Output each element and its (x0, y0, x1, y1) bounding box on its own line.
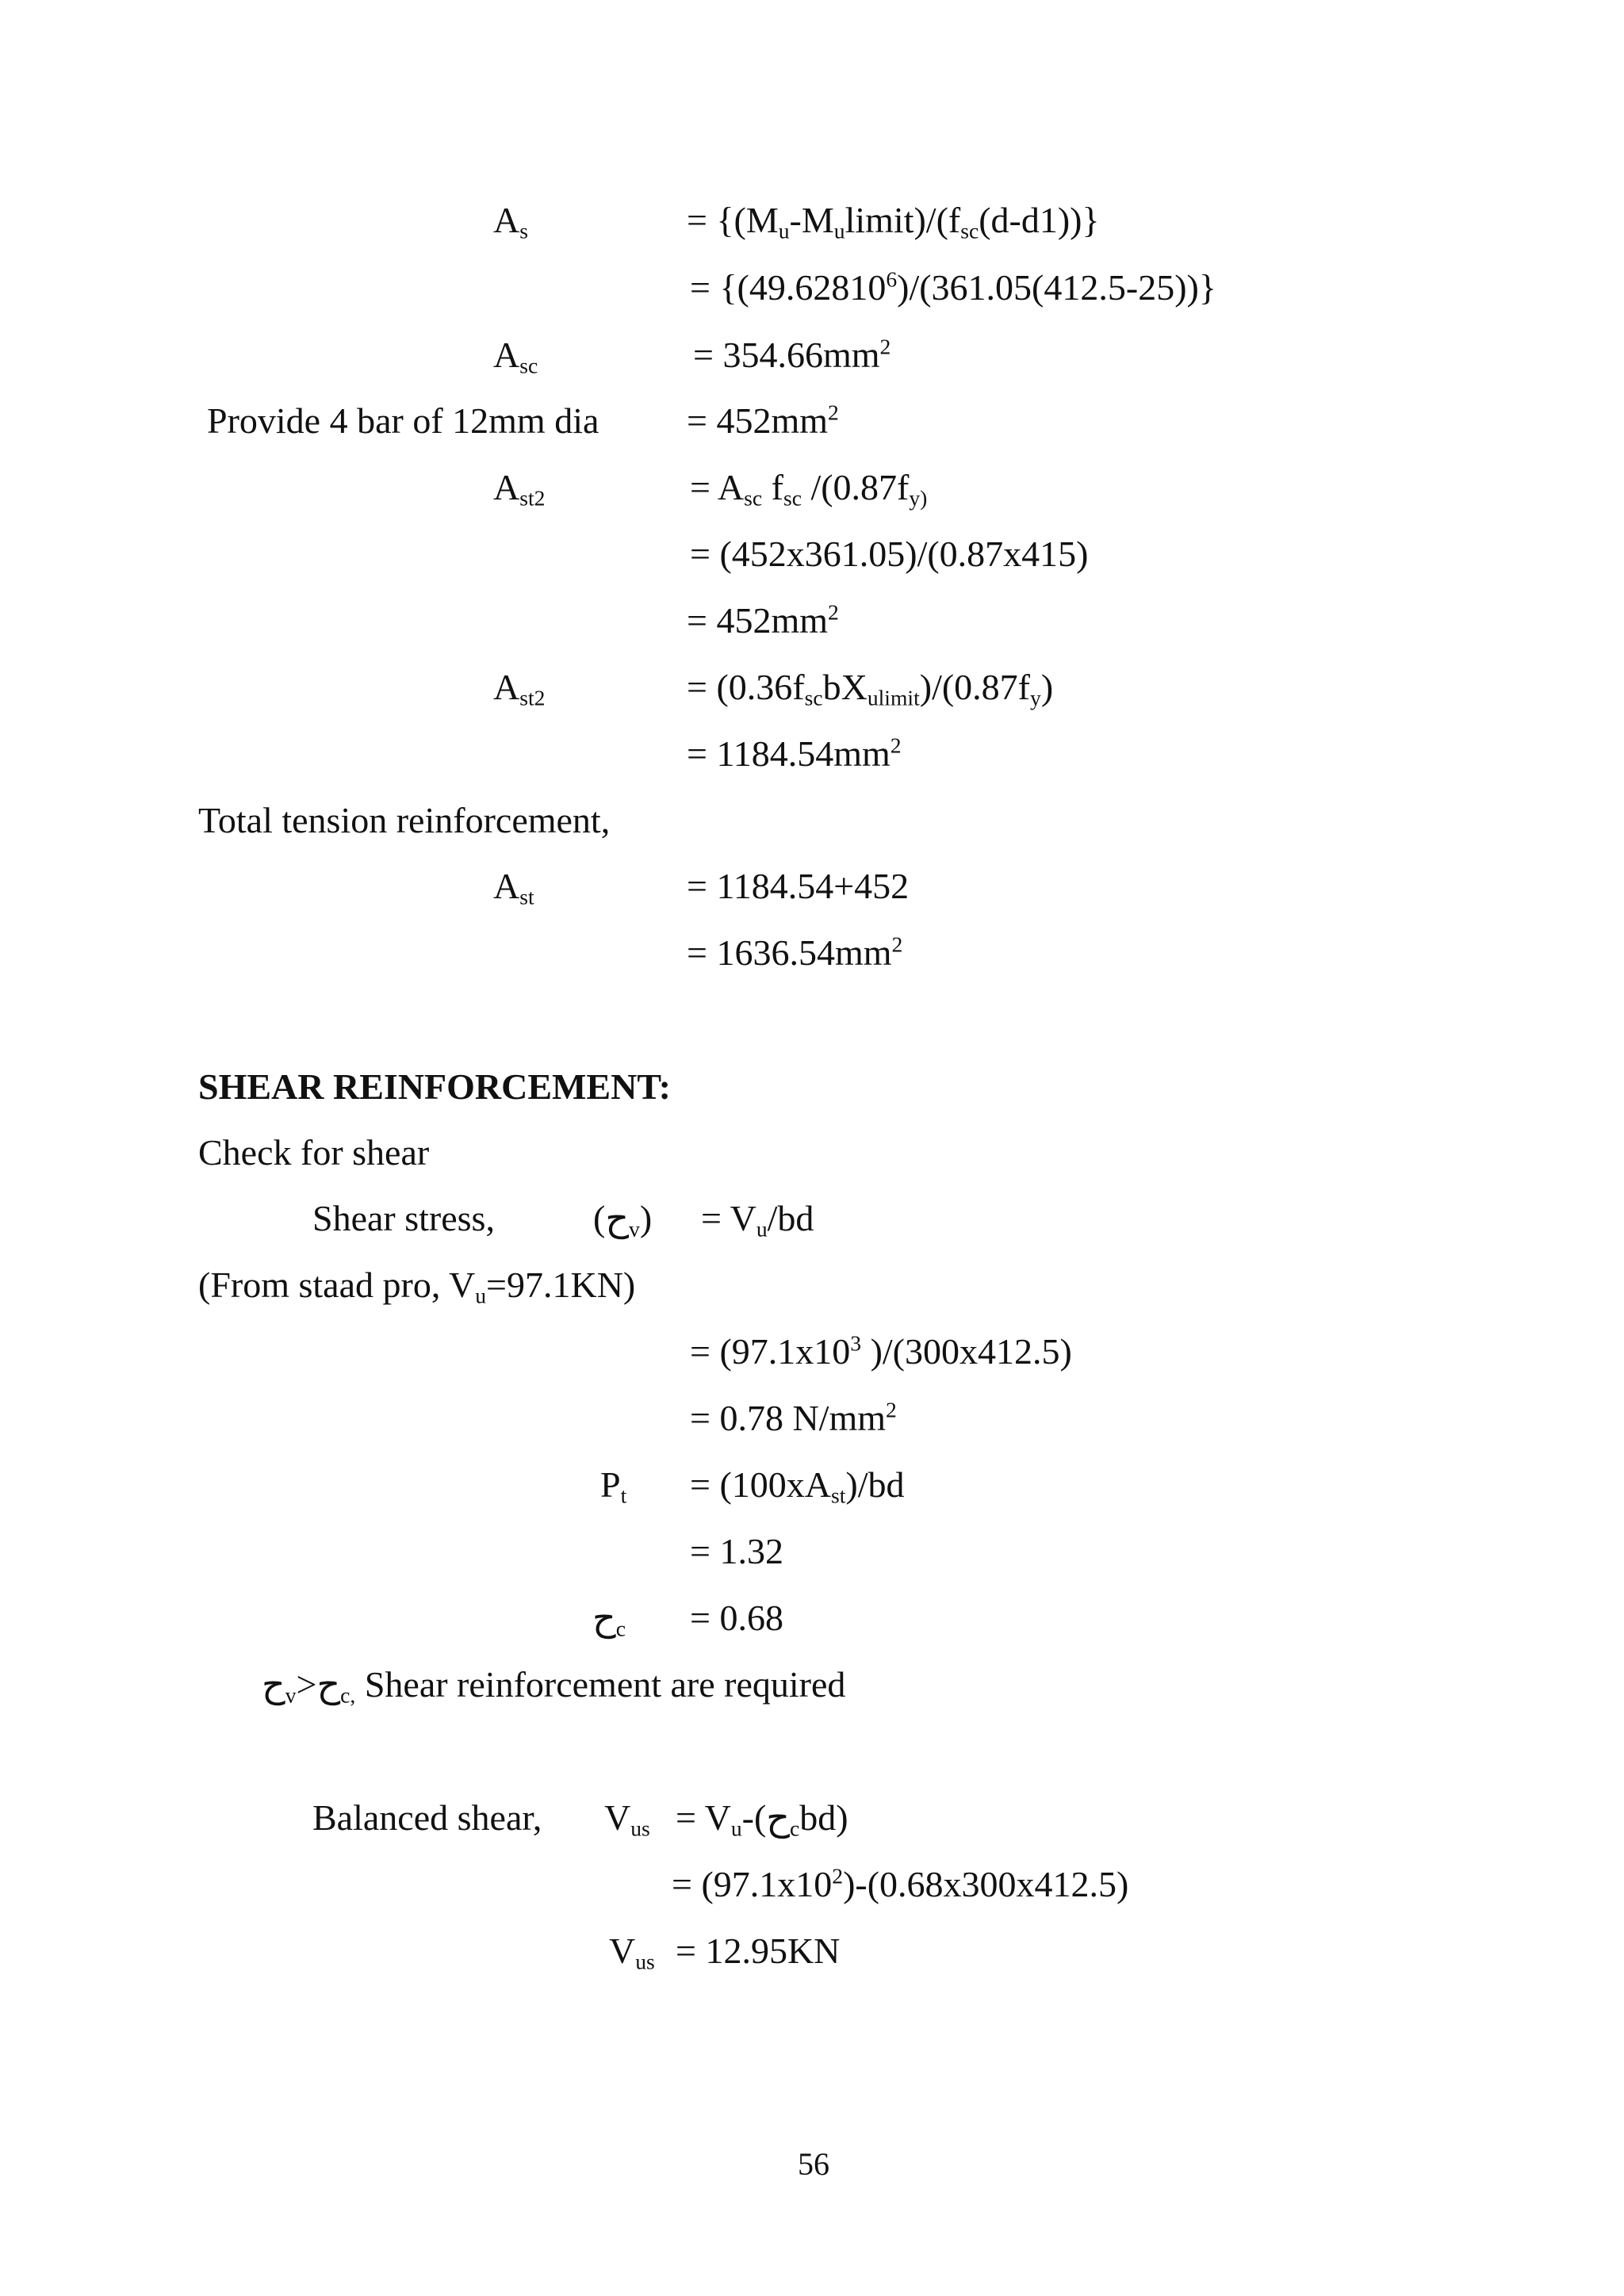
ast2-label-1: $A_{st2}$ (493, 467, 546, 511)
ast2-label-2: $A_{st2}$ (493, 667, 546, 710)
shear-stress-text: Shear stress, (312, 1198, 495, 1238)
balanced-shear-text: Balanced shear, (312, 1797, 542, 1838)
ast2-formula-2: = $(0.36f_{sc}bX_{ulimit})/(0.87f_y)$ (687, 667, 1054, 710)
check-shear-text: Check for shear (198, 1132, 430, 1173)
pt-label: $P_t$ (600, 1464, 627, 1508)
ast2-value-1: = $452mm^2$ (687, 599, 839, 641)
ast-label: $A_{st}$ (493, 866, 534, 909)
vus-formula: = $V_u-(ح_cbd)$ (676, 1797, 848, 1841)
vus-label-1: $V_{us}$ (604, 1797, 650, 1841)
provide-value: = $452mm^2$ (687, 400, 839, 441)
as-substitution: = $\{(49.62810^6)/(361.05(412.5-25))\}$ (690, 266, 1216, 308)
vus-substitution: = $(97.1x10^2)-(0.68x300x412.5)$ (672, 1863, 1129, 1904)
ast2-substitution-1: = (452x361.05)/(0.87x415) (690, 534, 1089, 574)
vus-label-2: $V_{us}$ (609, 1931, 655, 1974)
ast-value: = $1636.54mm^2$ (687, 932, 903, 973)
asc-value: = $354.66mm^2$ (693, 334, 891, 375)
ast-sum: = 1184.54+452 (687, 866, 910, 906)
ast2-value-2: = $1184.54mm^2$ (687, 733, 902, 774)
tau-c-value: = 0.68 (690, 1598, 783, 1638)
as-label: $A_s$ (493, 200, 528, 243)
as-formula: = $\{(M_u-M_ulimit)/(f_{sc}(d-d1))\}$ (687, 200, 1100, 243)
shear-heading: SHEAR REINFORCEMENT: (198, 1066, 671, 1107)
tau-v-formula: = $V_u/bd$ (701, 1198, 814, 1242)
tau-v-substitution: = ($97.1x10^3$ )/(300x412.5) (690, 1330, 1072, 1372)
provide-text: Provide 4 bar of 12mm dia (207, 400, 599, 441)
staad-note: (From staad pro, $V_u=97.1KN$) (198, 1265, 636, 1308)
asc-label: $A_{sc}$ (493, 335, 538, 378)
vus-value: = 12.95KN (676, 1931, 841, 1971)
shear-required-text: ح$_v$>ح$_{c,}$ Shear reinforcement are required (262, 1664, 846, 1708)
tau-v-value: = 0.78 $N/mm^2$ (690, 1397, 897, 1438)
pt-value: = 1.32 (690, 1531, 783, 1571)
pt-formula: = $(100xA_{st})/bd$ (690, 1464, 905, 1508)
total-tension-text: Total tension reinforcement, (198, 800, 611, 840)
page-number: 56 (798, 2146, 829, 2182)
tau-c-label: ح$_c$ (592, 1598, 626, 1641)
ast2-formula-1: = $A_{sc}$ $f_{sc}$ $/(0.87f_{y)}$ (690, 467, 928, 511)
tau-v-symbol: (ح$_v$) (593, 1198, 653, 1242)
